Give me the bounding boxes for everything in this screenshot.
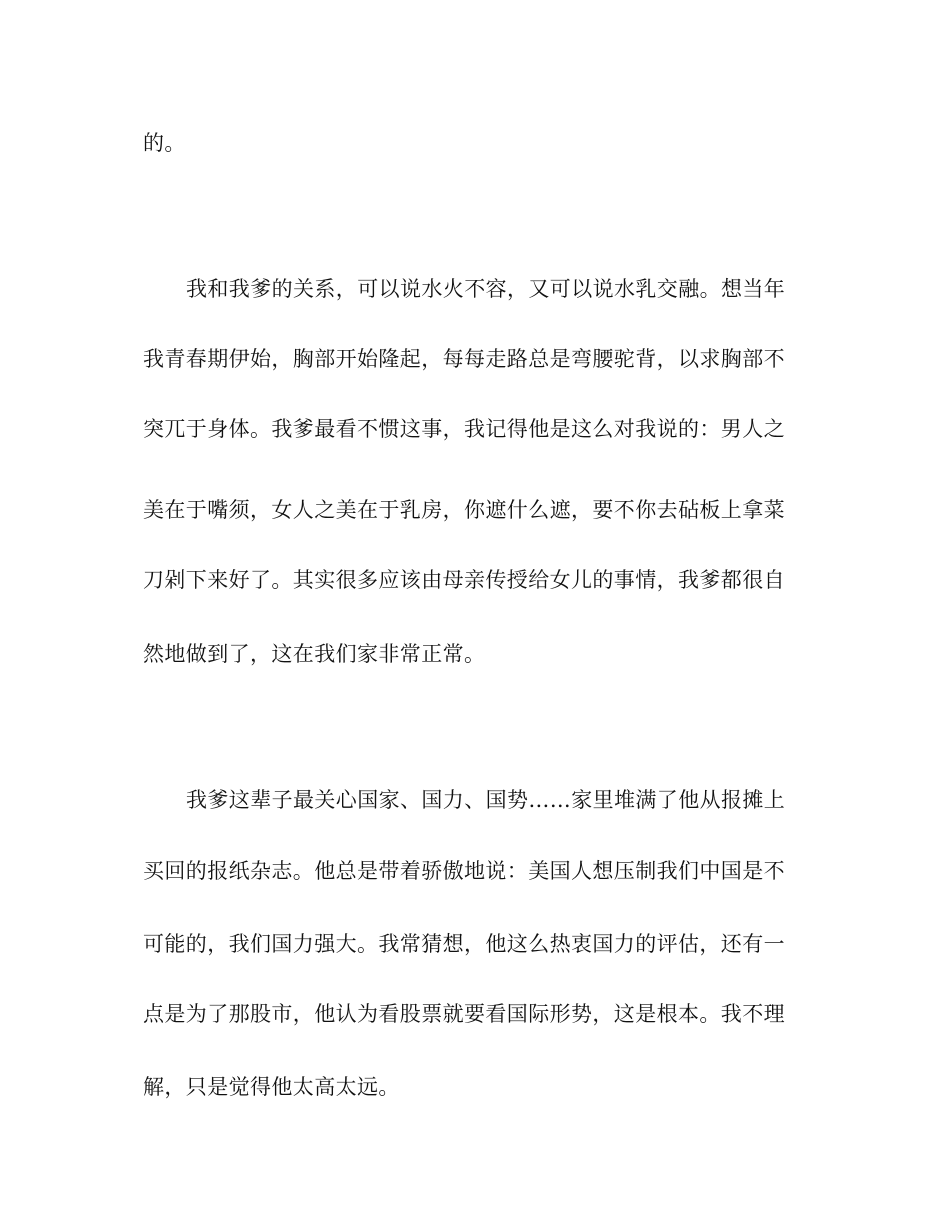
paragraph-line: 点是为了那股市，他认为看股票就要看国际形势，这是根本。我不理	[143, 1002, 785, 1026]
paragraph-line: 的。	[143, 131, 186, 155]
paragraph-line: 刀剁下来好了。其实很多应该由母亲传授给女儿的事情，我爹都很自	[143, 568, 785, 592]
paragraph-line: 我青春期伊始，胸部开始隆起，每每走路总是弯腰驼背，以求胸部不	[143, 347, 785, 371]
paragraph-line: 可能的，我们国力强大。我常猜想，他这么热衷国力的评估，还有一	[143, 932, 785, 956]
paragraph-line: 然地做到了，这在我们家非常正常。	[143, 642, 486, 666]
paragraph-line: 我爹这辈子最关心国家、国力、国势……家里堆满了他从报摊上	[186, 788, 786, 812]
paragraph-line: 突兀于身体。我爹最看不惯这事，我记得他是这么对我说的：男人之	[143, 417, 785, 441]
paragraph-line: 我和我爹的关系，可以说水火不容，又可以说水乳交融。想当年	[186, 277, 786, 301]
paragraph-line: 买回的报纸杂志。他总是带着骄傲地说：美国人想压制我们中国是不	[143, 859, 785, 883]
paragraph-line: 解，只是觉得他太高太远。	[143, 1075, 400, 1099]
paragraph-line: 美在于嘴须，女人之美在于乳房，你遮什么遮，要不你去砧板上拿菜	[143, 498, 785, 522]
